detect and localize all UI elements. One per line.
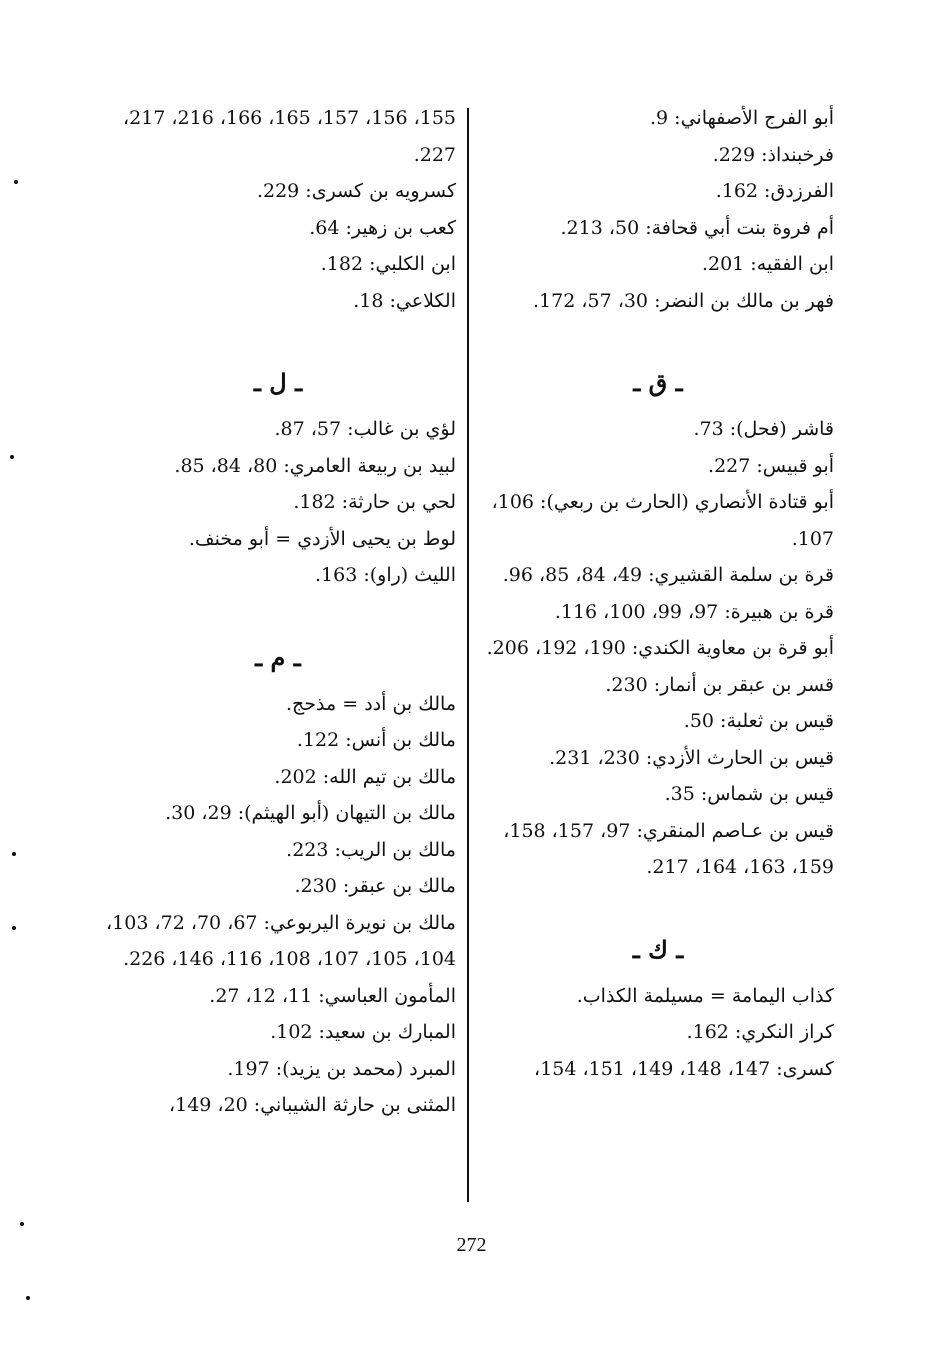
letter-heading: ـ ل ـ xyxy=(253,368,303,397)
index-entry: كعب بن زهير: 64. xyxy=(309,216,456,239)
index-entry: أبو قرة بن معاوية الكندي: 190، 192، 206. xyxy=(486,637,834,659)
index-entry: فهر بن مالك بن النضر: 30، 57، 172. xyxy=(533,289,834,312)
letter-heading: ـ ق ـ xyxy=(633,368,683,397)
index-entry: مالك بن نويرة اليربوعي: 67، 70، 72، 103، 104، 105، 107، 108، 116، 146، 226. xyxy=(106,911,456,970)
letter-heading: ـ ك ـ xyxy=(632,934,684,964)
index-entry: أبو قتادة الأنصاري (الحارث بن ربعي): 106، 107. xyxy=(491,491,834,550)
index-entry: الليث (راو): 163. xyxy=(315,564,456,586)
index-entry: لبيد بن ربيعة العامري: 80، 84، 85. xyxy=(174,454,456,477)
index-entry: فرخبنداذ: 229. xyxy=(712,143,834,166)
index-entry: قرة بن هبيرة: 97، 99، 100، 116. xyxy=(554,600,834,623)
index-entry: مالك بن الريب: 223. xyxy=(286,838,456,861)
index-entry: قيس بن ثعلبة: 50. xyxy=(683,710,834,732)
index-entry: قسر بن عبقر بن أنمار: 230. xyxy=(605,673,834,696)
index-entry: المبرد (محمد بن يزيد): 197. xyxy=(227,1057,456,1080)
letter-heading: ـ م ـ xyxy=(255,642,301,672)
index-entry: قيس بن الحارث الأزدي: 230، 231. xyxy=(549,746,834,769)
scan-speck xyxy=(20,1222,24,1226)
index-entry: قرة بن سلمة القشيري: 49، 84، 85، 96. xyxy=(502,564,834,586)
scan-speck xyxy=(14,180,18,184)
index-entry: أبو الفرج الأصفهاني: 9. xyxy=(649,107,834,129)
index-entry: مالك بن أدد = مذحج. xyxy=(286,692,456,715)
scan-speck xyxy=(26,1296,30,1300)
index-entry: كذاب اليمامة = مسيلمة الكذاب. xyxy=(576,984,834,1007)
index-entry: ابن الكلبي: 182. xyxy=(320,253,456,275)
index-column-right xyxy=(482,100,834,1087)
index-entry: كسرى: 147، 148، 149، 151، 154، xyxy=(534,1057,834,1080)
index-entry: مالك بن تيم الله: 202. xyxy=(274,765,456,788)
index-entry: أم فروة بنت أبي قحافة: 50، 213. xyxy=(560,216,834,239)
index-entry: مالك بن أنس: 122. xyxy=(296,729,456,751)
index-entry: مالك بن عبقر: 230. xyxy=(294,875,456,897)
scan-speck xyxy=(12,852,16,856)
index-entry: المأمون العباسي: 11، 12، 27. xyxy=(209,984,456,1007)
index-entry: الفرزدق: 162. xyxy=(715,180,834,202)
index-entry: المثنى بن حارثة الشيباني: 20، 149، xyxy=(168,1094,456,1116)
index-entry: لحي بن حارثة: 182. xyxy=(293,491,456,513)
scan-speck xyxy=(10,455,14,459)
index-entry: كسرويه بن كسرى: 229. xyxy=(256,180,456,202)
index-entry: المبارك بن سعيد: 102. xyxy=(270,1021,456,1043)
index-column-left xyxy=(100,100,456,1124)
index-entry: قاشر (فحل): 73. xyxy=(693,418,834,440)
index-entry: أبو قبيس: 227. xyxy=(708,454,834,477)
index-entry: لؤي بن غالب: 57، 87. xyxy=(274,418,456,440)
index-entry: الكلاعي: 18. xyxy=(353,289,456,312)
column-divider xyxy=(467,108,469,1202)
page-number: 272 xyxy=(456,1234,487,1256)
index-entry: ابن الفقيه: 201. xyxy=(701,253,834,275)
index-entry: كراز النكري: 162. xyxy=(686,1021,834,1043)
scan-speck xyxy=(12,926,16,930)
index-entry: 155، 156، 157، 165، 166، 216، 217، 227. xyxy=(122,107,456,166)
index-entry: لوط بن يحيى الأزدي = أبو مخنف. xyxy=(188,527,456,550)
index-entry: مالك بن التيهان (أبو الهيثم): 29، 30. xyxy=(165,802,456,824)
index-entry: قيس بن عـاصم المنقري: 97، 157، 158، 159، 163، 164، 217. xyxy=(503,819,834,878)
index-entry: قيس بن شماس: 35. xyxy=(664,783,834,805)
